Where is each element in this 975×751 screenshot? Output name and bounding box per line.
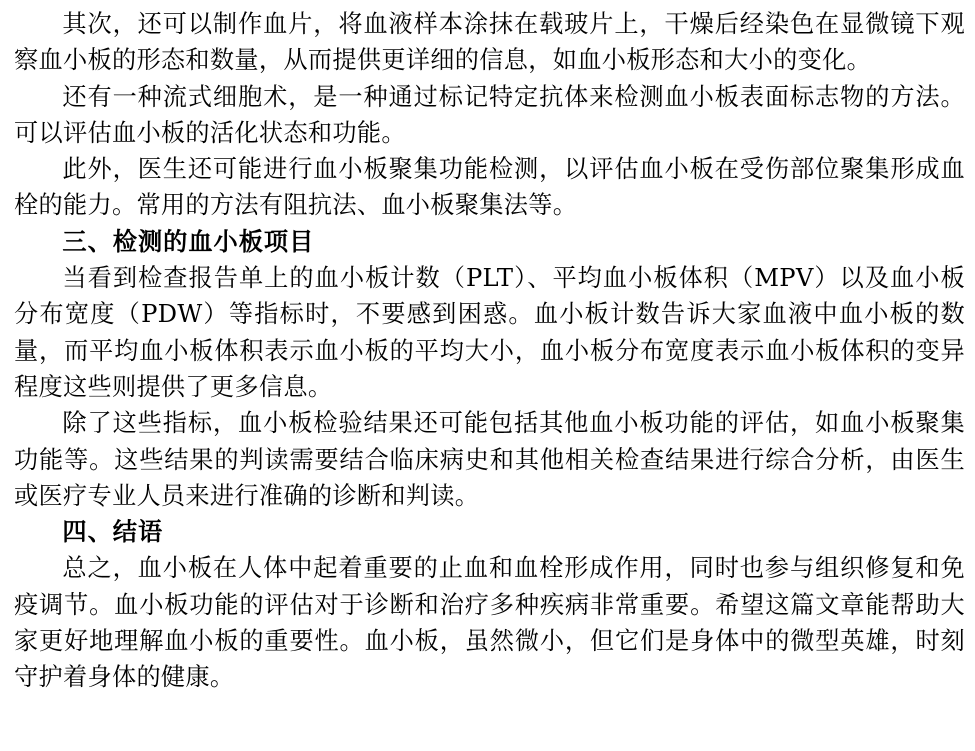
paragraph-aggregation-test: 此外，医生还可能进行血小板聚集功能检测，以评估血小板在受伤部位聚集形成血栓的能力。常用的方法有阻抗法、血小板聚集法等。	[14, 155, 965, 220]
paragraph-conclusion: 总之，血小板在人体中起着重要的止血和血栓形成作用，同时也参与组织修复和免疫调节。血小板功能的评估对于诊断和治疗多种疾病非常重要。希望这篇文章能帮助大家更好地理解血小板的重要性。血小板，虽然微小，但它们是身体中的微型英雄，时刻守护着身体的健康。	[14, 554, 965, 692]
section-heading-conclusion: 四、结语	[62, 518, 164, 547]
paragraph-blood-smear: 其次，还可以制作血片，将血液样本涂抹在载玻片上，干燥后经染色在显微镜下观察血小板的形态和数量，从而提供更详细的信息，如血小板形态和大小的变化。	[14, 10, 965, 75]
paragraph-function-evaluation: 除了这些指标，血小板检验结果还可能包括其他血小板功能的评估，如血小板聚集功能等。这些结果的判读需要结合临床病史和其他相关检查结果进行综合分析，由医生或医疗专业人员来进行准确的诊断和判读。	[14, 409, 965, 510]
paragraph-flow-cytometry: 还有一种流式细胞术，是一种通过标记特定抗体来检测血小板表面标志物的方法。可以评估血小板的活化状态和功能。	[14, 82, 965, 147]
section-heading-platelet-items: 三、检测的血小板项目	[62, 227, 315, 256]
paragraph-report-indices: 当看到检查报告单上的血小板计数（PLT）、平均血小板体积（MPV）以及血小板分布宽度（PDW）等指标时，不要感到困惑。血小板计数告诉大家血液中血小板的数量，而平均血小板体积表示血小板的平均大小，血小板分布宽度表示血小板体积的变异程度这些则提供了更多信息。	[14, 264, 965, 401]
